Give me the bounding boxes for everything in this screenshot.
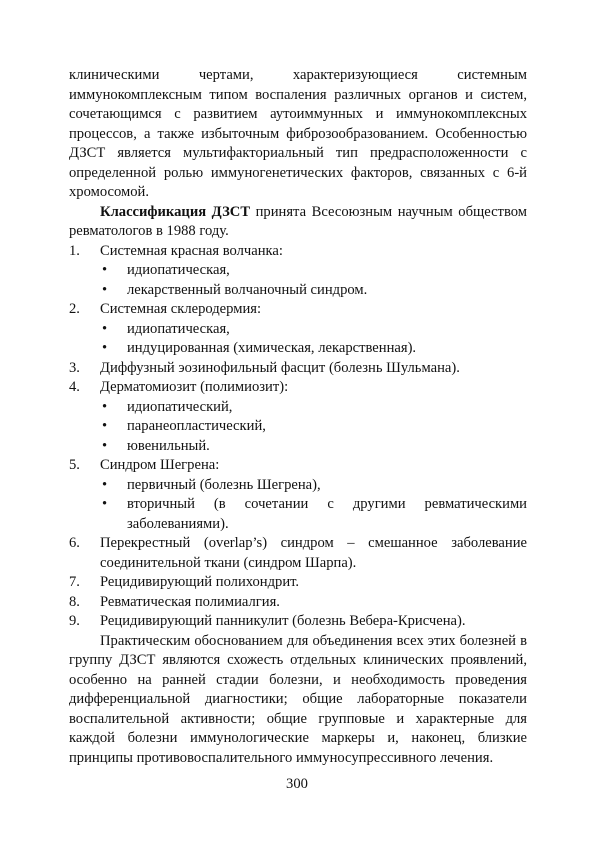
list-item-text: Рецидивирующий полихондрит. [100, 574, 300, 590]
sublist-item-text: идиопатическая, [127, 262, 230, 278]
page-number: 300 [286, 776, 308, 792]
page-body [69, 66, 527, 768]
list-item [69, 593, 527, 613]
sublist-item [69, 398, 527, 418]
list-item [69, 612, 527, 632]
list-item [69, 573, 527, 593]
list-item-number: 4. [69, 379, 80, 395]
list-item-text: Синдром Шегрена: [100, 457, 220, 473]
sublist-item [69, 417, 527, 437]
sublist-item [69, 495, 527, 534]
list-item-text: Системная красная волчанка: [100, 242, 283, 259]
sublist-item [69, 339, 527, 359]
bullet-icon: • [102, 340, 108, 356]
classification-list [69, 242, 527, 632]
sublist-item-text: лекарственный волчаночный синдром. [127, 281, 368, 298]
sublist-item [69, 320, 527, 340]
list-item-number: 6. [69, 535, 80, 551]
sublist-item [69, 281, 527, 301]
sublist-item [69, 261, 527, 281]
closing-paragraph: Практическим обоснованием для объединения всех этих болезней в группу ДЗСТ являются схожесть отдельных клинических проявлений, особенно на ранней стадии болезни, и необходимость проведения дифференциальной диагностики; общие лабораторные показатели воспалительной активности; общие групповые и характерные для каждой болезни иммунологические маркеры и, наконец, близкие принципы противовоспалительного иммуносупрессивного лечения. [69, 632, 527, 766]
bullet-icon: • [102, 262, 108, 278]
sublist-item-text: паранеопластический, [127, 418, 266, 434]
sublist-item-text: индуцированная (химическая, лекарственная). [127, 340, 417, 356]
bullet-icon: • [102, 281, 108, 298]
bullet-icon: • [102, 476, 108, 493]
list-item-number: 1. [69, 242, 80, 259]
list-item-text: Дерматомиозит (полимиозит): [100, 379, 289, 395]
list-item-text: Перекрестный (overlap’s) синдром – смешанное заболевание соединительной ткани (синдром Шарпа). [100, 535, 527, 571]
sublist-item-text: ювенильный. [127, 437, 210, 454]
classification-text: принята Всесоюзным научным обществом ревматологов в 1988 году. [69, 203, 527, 239]
list-item-text: Системная склеродермия: [100, 301, 262, 317]
list-item-text: Ревматическая полимиалгия. [100, 593, 280, 610]
sublist-item-text: идиопатическая, [127, 320, 230, 337]
sublist-item-text: вторичный (в сочетании с другими ревматическими заболеваниями). [127, 496, 527, 532]
list-item-number: 5. [69, 457, 80, 473]
list-item-number: 9. [69, 613, 80, 629]
classification-heading: Классификация ДЗСТ [100, 203, 251, 220]
list-item-number: 2. [69, 301, 80, 317]
sublist-item [69, 437, 527, 457]
list-item [69, 242, 527, 262]
list-item [69, 534, 527, 573]
list-item-text: Диффузный эозинофильный фасцит (болезнь Шульмана). [100, 359, 460, 376]
classification-paragraph [69, 203, 527, 242]
sublist-item [69, 476, 527, 496]
list-item-number: 7. [69, 574, 80, 590]
sublist-item-text: первичный (болезнь Шегрена), [127, 476, 321, 493]
list-item [69, 359, 527, 379]
bullet-icon: • [102, 437, 108, 454]
bullet-icon: • [102, 398, 108, 415]
list-item [69, 300, 527, 320]
list-item [69, 378, 527, 398]
bullet-icon: • [102, 320, 108, 337]
sublist-item-text: идиопатический, [127, 398, 233, 415]
list-item [69, 456, 527, 476]
list-item-text: Рецидивирующий панникулит (болезнь Вебера-Крисчена). [100, 613, 466, 629]
list-item-number: 8. [69, 593, 80, 610]
bullet-icon: • [102, 496, 108, 512]
bullet-icon: • [102, 418, 108, 434]
intro-paragraph: клиническими чертами, характеризующиеся системным иммунокомплексным типом воспаления различных органов и систем, сочетающимся с развитием аутоиммунных и иммунокомплексных процессов, а также избыточным фиброзообразованием. Особенностью ДЗСТ является мультифакториальный тип предрасположенности с определенной ролью иммуногенетических факторов, связанных с 6-й хромосомой. [69, 67, 527, 200]
list-item-number: 3. [69, 359, 80, 376]
